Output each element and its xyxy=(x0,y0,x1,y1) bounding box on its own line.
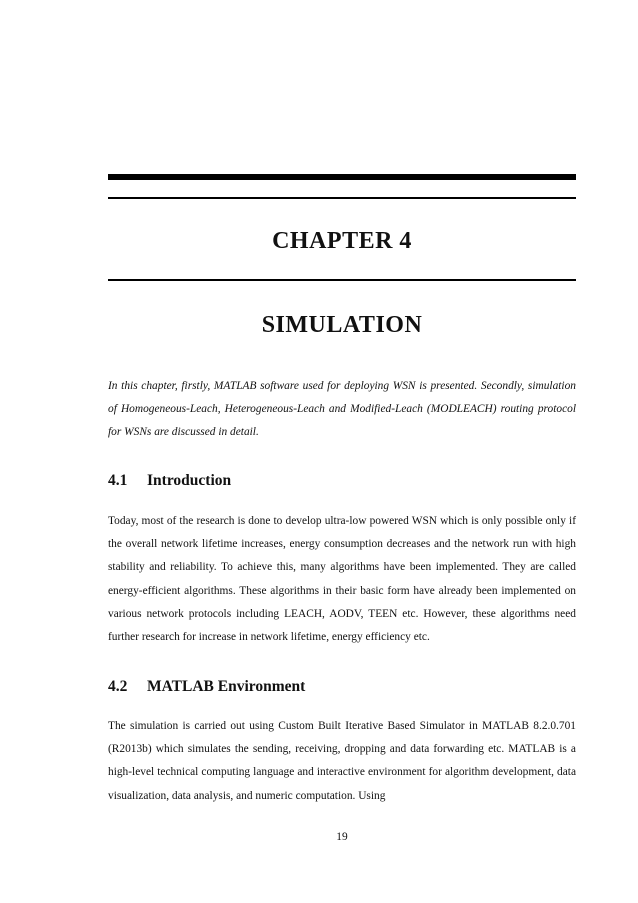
chapter-abstract: In this chapter, firstly, MATLAB software used for deploying WSN is presented. Secondly, simulation of Homogeneous-Leach, Heterogeneous-Leach and Modified-Leach (MODLEACH) routing protocol for WSNs are discussed in detail. xyxy=(108,380,576,438)
section-number: 4.2 xyxy=(108,678,128,695)
section-title: Introduction xyxy=(147,472,232,489)
middle-thin-rule xyxy=(108,279,576,281)
top-thin-rule xyxy=(108,197,576,199)
section-title: MATLAB Environment xyxy=(147,678,306,695)
section-heading-introduction xyxy=(108,471,576,491)
section-body-introduction: Today, most of the research is done to develop ultra-low powered WSN which is only possible only if the overall network lifetime increases, energy consumption decreases and the network run with high stability and reliability. To achieve this, many algorithms have been implemented. They are called energy-efficient algorithms. These algorithms in their basic form have already been implemented on various network protocols including LEACH, AODV, TEEN etc. However, these algorithms need further research for increase in network lifetime, energy efficiency etc. xyxy=(108,515,576,644)
section-number: 4.1 xyxy=(108,472,128,489)
chapter-title: SIMULATION xyxy=(261,312,423,338)
chapter-label: CHAPTER 4 xyxy=(272,228,412,254)
top-thick-rule xyxy=(108,174,576,180)
section-body-matlab-environment: The simulation is carried out using Custom Built Iterative Based Simulator in MATLAB 8.2.0.701 (R2013b) which simulates the sending, receiving, dropping and data forwarding etc. MATLAB is a high-level technical computing language and interactive environment for algorithm development, data visualization, data analysis, and numeric computation. Using xyxy=(108,720,576,802)
section-heading-matlab-environment xyxy=(108,677,576,697)
page-number: 19 xyxy=(336,831,348,843)
